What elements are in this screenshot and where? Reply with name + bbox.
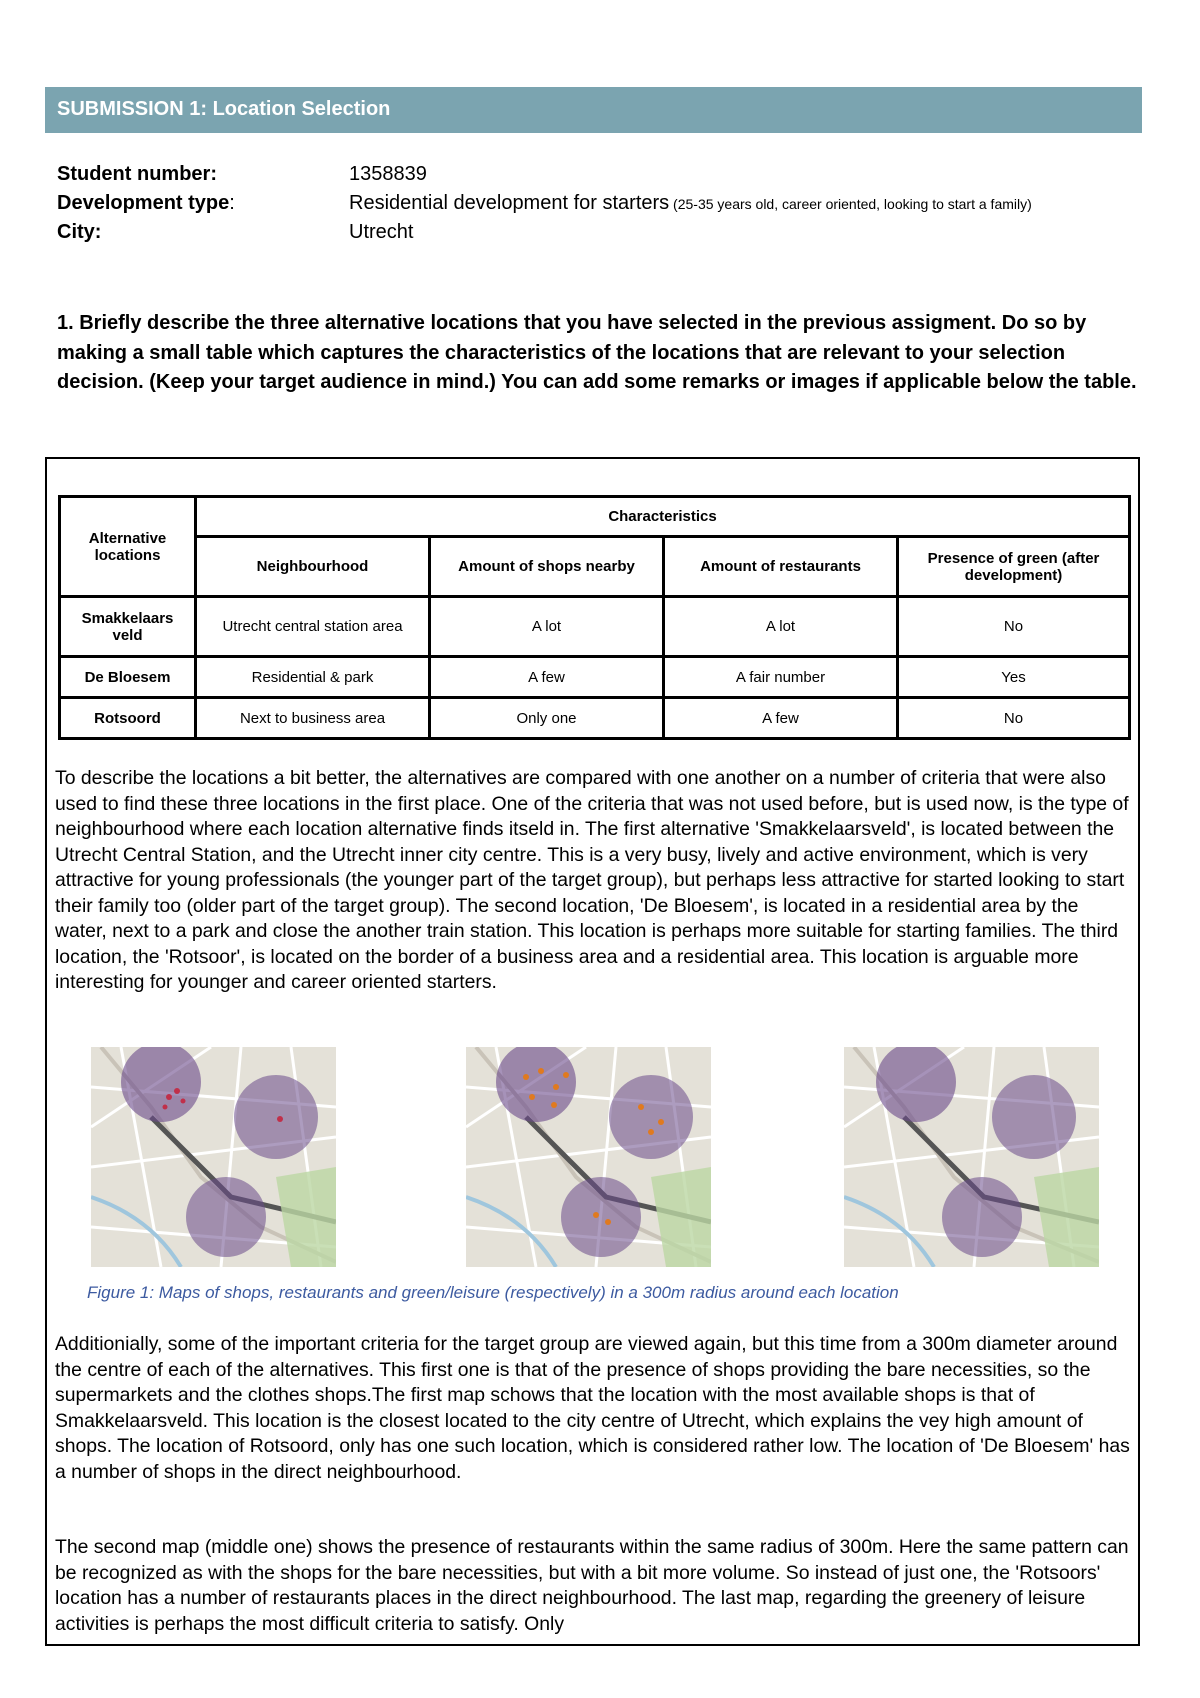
map-image-shops [91,1047,336,1267]
table-corner-header: Alternative locations [60,497,196,597]
section-header-bar [45,87,1142,133]
table-row [60,657,1130,698]
table-row [60,698,1130,739]
table-row [60,597,1130,657]
paragraph-locations: To describe the locations a bit better, the alternatives are compared with one another on a number of criteria that were also used to find these three locations in the first place. One of the criteria that was not used before, but is used now, is the type of neighbourhood where each location alternative finds itseld in. The first alternative 'Smakkelaarsveld', is located between the Utrecht Central Station, and the Utrecht inner city centre. This is a very busy, lively and active environment, which is very attractive for young professionals (the younger part of the target group), but perhaps less attractive for started looking to start their family too (older part of the target group). The second location, 'De Bloesem', is located in a residential area by the water, next to a park and close the another train station. This location is perhaps more suitable for starting families. The third location, the 'Rotsoor', is located on the border of a business area and a residential area. This location is arguable more interesting for younger and career oriented starters. [55,767,1129,993]
table-group-header: Characteristics [196,497,1130,537]
figure-caption: Figure 1: Maps of shops, restaurants and green/leisure (respectively) in a 300m radius around each location [87,1283,899,1302]
table-cell: A lot [664,597,898,657]
question-1: 1. Briefly describe the three alternative locations that you have selected in the previous assigment. Do so by making a small table which captures the characteristics of the locations that are relevant to your selection decision. (Keep your target audience in mind.) You can add some remarks or images if applicable below the table. [57,312,1137,393]
paragraph-restaurants: The second map (middle one) shows the presence of restaurants within the same radius of 300m. Here the same pattern can be recognized as with the shops for the bare necessities, but with a bit more volume. So instead of just one, the 'Rotsoors' location has a number of restaurants places in the direct neighbourhood. The last map, regarding the greenery of leisure activities is perhaps the most difficult criteria to satisfy. Only [55,1536,1129,1635]
table-cell: Residential & park [196,657,430,698]
table-cell: No [898,698,1130,739]
city-label: City: [57,221,102,243]
table-cell: A few [430,657,664,698]
paragraph-shops: Additionially, some of the important criteria for the target group are viewed again, but this time from a 300m diameter around the centre of each of the alternatives. This first one is that of the presence of shops providing the bare necessities, so the supermarkets and the clothes shops.The first map schows that the location with the most available shops is that of Smakkelaarsveld. This location is the closest located to the city centre of Utrecht, which explains the vey high amount of shops. The location of Rotsoord, only has one such location, which is considered rather low. The location of 'De Bloesem' has a number of shops in the direct neighbourhood. [55,1333,1130,1483]
development-type-value: Residential development for starters (25-35 years old, career oriented, looking to start a family) [349,192,1032,214]
column-header: Presence of green (after development) [898,537,1130,597]
table-cell: No [898,597,1130,657]
table-cell: Only one [430,698,664,739]
answer-frame [45,457,1140,1646]
student-number-value: 1358839 [349,163,427,185]
column-header: Amount of shops nearby [430,537,664,597]
locations-table [58,495,1131,740]
column-header: Amount of restaurants [664,537,898,597]
row-header: Smakkelaars veld [60,597,196,657]
map-figure [47,1047,1140,1267]
table-cell: A lot [430,597,664,657]
development-type-label: Development type: [57,192,235,214]
table-cell: Next to business area [196,698,430,739]
map-image-restaurants [466,1047,711,1267]
table-cell: A few [664,698,898,739]
row-header: Rotsoord [60,698,196,739]
table-cell: A fair number [664,657,898,698]
development-type-note: (25-35 years old, career oriented, looking to start a family) [669,196,1032,212]
city-value: Utrecht [349,221,414,243]
student-number-label: Student number: [57,163,217,185]
table-cell: Utrecht central station area [196,597,430,657]
column-header: Neighbourhood [196,537,430,597]
section-title: SUBMISSION 1: Location Selection [57,98,391,120]
table-cell: Yes [898,657,1130,698]
map-image-green-leisure [844,1047,1099,1267]
row-header: De Bloesem [60,657,196,698]
